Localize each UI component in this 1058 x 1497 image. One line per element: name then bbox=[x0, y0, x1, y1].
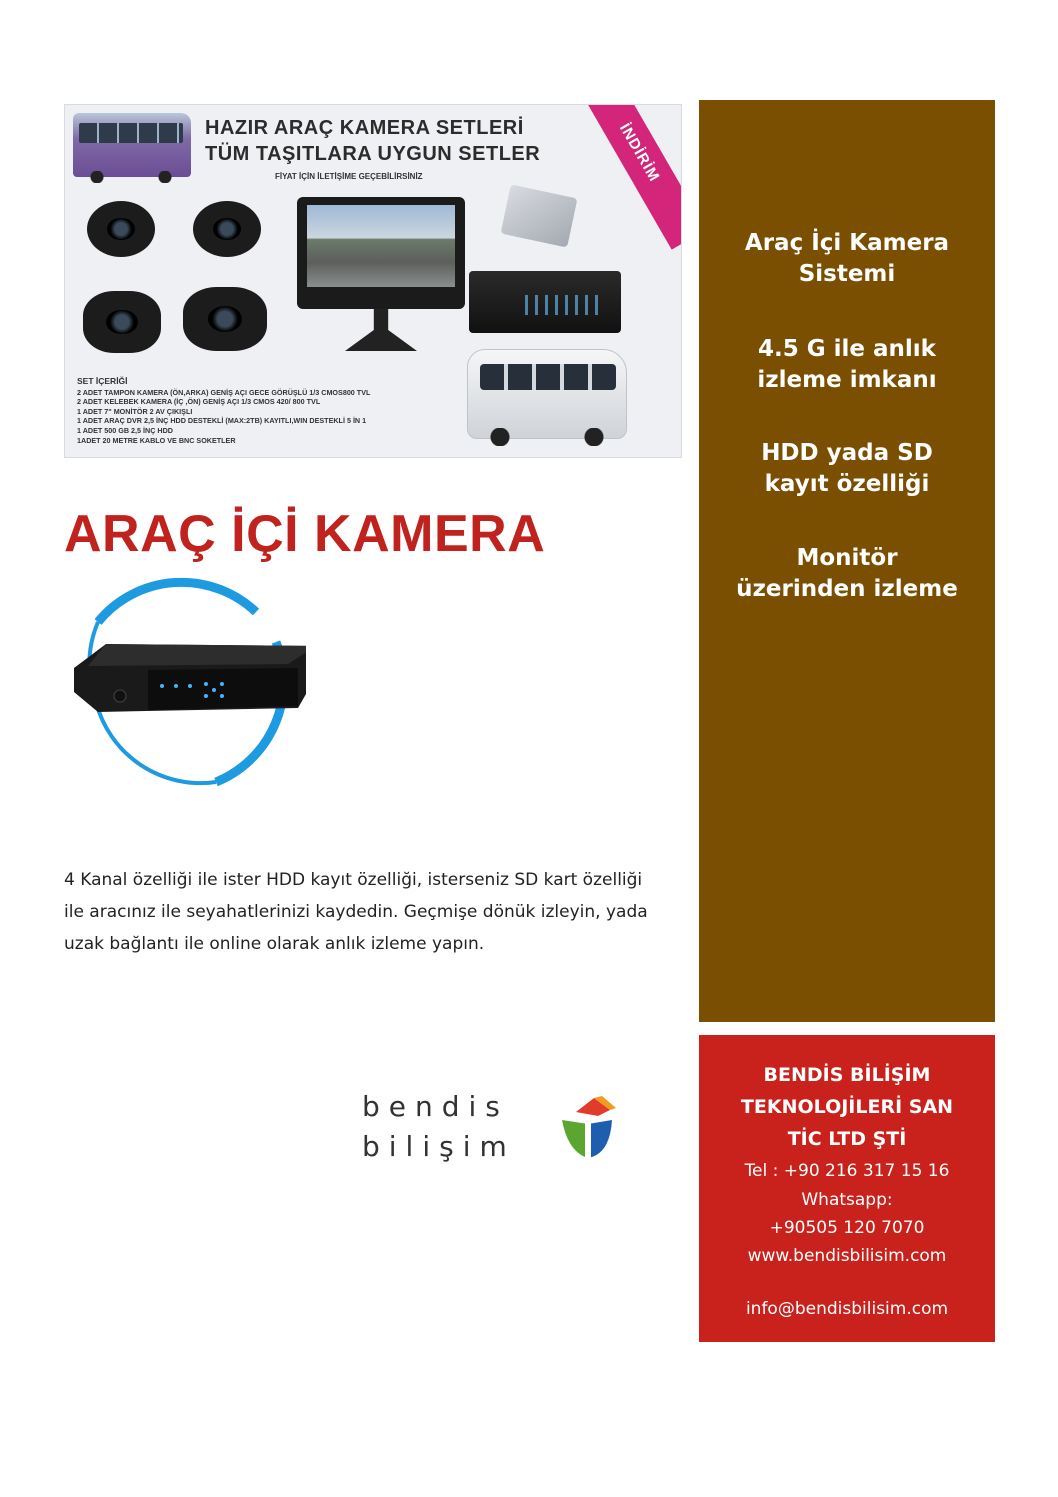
features-sidebar bbox=[699, 100, 995, 1022]
set-contents-heading: SET İÇERİĞİ bbox=[77, 376, 128, 386]
banner-title-line1: HAZIR ARAÇ KAMERA SETLERİ bbox=[205, 117, 524, 139]
set-item: 1 ADET 7" MONİTÖR 2 AV ÇIKIŞLI bbox=[77, 406, 193, 416]
butterfly-camera-image bbox=[87, 201, 155, 257]
website-link[interactable]: www.bendisbilisim.com bbox=[747, 1246, 947, 1266]
email-link[interactable]: info@bendisbilisim.com bbox=[745, 1299, 949, 1319]
page-title: ARAÇ İÇİ KAMERA bbox=[64, 505, 546, 563]
logo-text-line1: bendis bbox=[362, 1090, 509, 1123]
monitor-image bbox=[297, 197, 465, 309]
contact-box bbox=[699, 1035, 995, 1342]
city-bus-image bbox=[73, 113, 191, 177]
minibus-image bbox=[467, 349, 627, 439]
feature-item: Araç İçi Kamera Sistemi bbox=[744, 230, 950, 287]
discount-ribbon: İNDİRİM bbox=[572, 104, 682, 250]
logo-mark-icon bbox=[558, 1094, 618, 1164]
bumper-camera-image bbox=[183, 287, 267, 351]
dvr-image bbox=[469, 271, 621, 333]
company-logo bbox=[358, 1090, 628, 1170]
bumper-camera-image bbox=[83, 291, 161, 353]
set-item: 2 ADET KELEBEK KAMERA (İÇ ,ÖN) GENİŞ AÇI 1/3 CMOS 420/ 800 TVL bbox=[77, 397, 321, 407]
feature-item: 4.5 G ile anlık izleme imkanı bbox=[757, 336, 937, 393]
product-description: 4 Kanal özelliği ile ister HDD kayıt özelliği, isterseniz SD kart özelliği ile aracınız ile seyahatlerinizi kaydedin. Geçmişe dönük izleyin, yada uzak bağlantı ile online olarak anlık izleme yapın. bbox=[64, 870, 648, 954]
logo-text-line2: bilişim bbox=[362, 1130, 516, 1163]
set-item: 1ADET 20 METRE KABLO VE BNC SOKETLER bbox=[77, 435, 236, 445]
whatsapp-label: Whatsapp: bbox=[801, 1190, 893, 1210]
hdd-image bbox=[501, 184, 578, 247]
set-item: 2 ADET TAMPON KAMERA (ÖN,ARKA) GENİŞ AÇI GECE GÖRÜŞLÜ 1/3 CMOS800 TVL bbox=[77, 387, 371, 397]
feature-item: HDD yada SD kayıt özelliği bbox=[761, 440, 933, 497]
banner-subtitle: FİYAT İÇİN İLETİŞİME GEÇEBİLİRSİNİZ bbox=[275, 172, 423, 181]
phone-number[interactable]: Tel : +90 216 317 15 16 bbox=[744, 1161, 950, 1181]
whatsapp-number[interactable]: +90505 120 7070 bbox=[769, 1218, 925, 1238]
company-name: BENDİS BİLİŞİM TEKNOLOJİLERİ SAN TİC LTD ŞTİ bbox=[740, 1064, 954, 1150]
dvr-ring-graphic bbox=[66, 572, 306, 798]
monitor-stand-image bbox=[345, 309, 417, 351]
product-set-banner bbox=[64, 104, 682, 458]
feature-item: Monitör üzerinden izleme bbox=[736, 545, 958, 602]
dvr-product-image bbox=[66, 572, 306, 798]
set-contents-list bbox=[77, 377, 457, 445]
butterfly-camera-image bbox=[193, 201, 261, 257]
banner-title-line2: TÜM TAŞITLARA UYGUN SETLER bbox=[205, 143, 541, 165]
set-item: 1 ADET 500 GB 2,5 İNÇ HDD bbox=[77, 425, 173, 435]
set-item: 1 ADET ARAÇ DVR 2,5 İNÇ HDD DESTEKLİ (MAX:2TB) KAYITLI,WIN DESTEKLİ 5 İN 1 bbox=[77, 416, 367, 426]
